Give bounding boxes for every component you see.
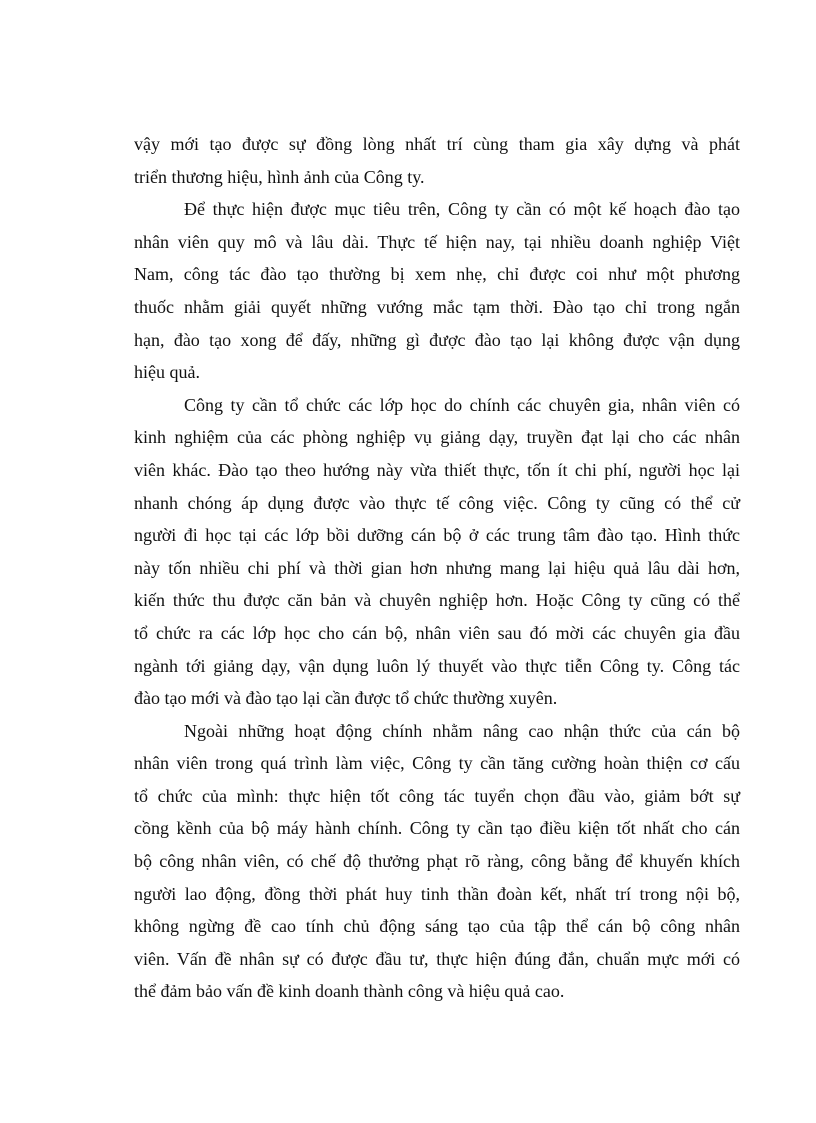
text-line: Nam, công tác đào tạo thường bị xem nhẹ, chỉ được coi như một phương: [134, 264, 740, 285]
text-line: Ngoài những hoạt động chính nhằm nâng cao nhận thức của cán bộ: [184, 720, 740, 741]
text-line: kinh nghiệm của các phòng nghiệp vụ giảng dạy, truyền đạt lại cho các nhân: [134, 427, 740, 448]
text-line: đào tạo mới và đào tạo lại cần được tổ chức thường xuyên.: [134, 688, 558, 709]
text-line: này tốn nhiều chi phí và thời gian hơn nhưng mang lại hiệu quả lâu dài hơn,: [134, 557, 740, 578]
document-body: [134, 128, 740, 1008]
text-line: nhân viên trong quá trình làm việc, Công ty cần tăng cường hoàn thiện cơ cấu: [134, 753, 740, 774]
paragraph: [134, 715, 740, 1008]
text-line: bộ công nhân viên, có chế độ thưởng phạt rõ ràng, công bằng để khuyến khích: [134, 851, 740, 872]
text-line: người lao động, đồng thời phát huy tinh thần đoàn kết, nhất trí trong nội bộ,: [134, 883, 740, 904]
text-line: vậy mới tạo được sự đồng lòng nhất trí cùng tham gia xây dựng và phát: [134, 134, 740, 154]
paragraph: [134, 193, 740, 389]
text-line: nhân viên quy mô và lâu dài. Thực tế hiện nay, tại nhiều doanh nghiệp Việt: [134, 231, 740, 252]
text-line: tổ chức của mình: thực hiện tốt công tác tuyển chọn đầu vào, giảm bớt sự: [134, 785, 740, 806]
text-line: thuốc nhằm giải quyết những vướng mắc tạm thời. Đào tạo chỉ trong ngắn: [134, 296, 740, 317]
text-line: viên. Vấn đề nhân sự có được đầu tư, thực hiện đúng đắn, chuẩn mực mới có: [134, 948, 740, 969]
text-line: triển thương hiệu, hình ảnh của Công ty.: [134, 166, 425, 187]
text-line: viên khác. Đào tạo theo hướng này vừa thiết thực, tốn ít chi phí, người học lại: [134, 459, 740, 480]
text-line: kiến thức thu được căn bản và chuyên nghiệp hơn. Hoặc Công ty cũng có thể: [134, 590, 740, 611]
paragraph: [134, 128, 740, 193]
text-line: không ngừng đề cao tính chủ động sáng tạo của tập thể cán bộ công nhân: [134, 916, 740, 937]
text-line: hạn, đào tạo xong để đấy, những gì được đào tạo lại không được vận dụng: [134, 329, 740, 350]
paragraph: [134, 389, 740, 715]
text-line: cồng kềnh của bộ máy hành chính. Công ty cần tạo điều kiện tốt nhất cho cán: [134, 818, 740, 839]
text-line: người đi học tại các lớp bồi dưỡng cán bộ ở các trung tâm đào tạo. Hình thức: [134, 525, 740, 546]
text-line: nhanh chóng áp dụng được vào thực tế công việc. Công ty cũng có thể cử: [134, 492, 740, 513]
text-line: tổ chức ra các lớp học cho cán bộ, nhân viên sau đó mời các chuyên gia đầu: [134, 622, 740, 643]
text-line: Công ty cần tổ chức các lớp học do chính các chuyên gia, nhân viên có: [184, 394, 740, 415]
text-line: hiệu quả.: [134, 362, 200, 383]
text-line: thể đảm bảo vấn đề kinh doanh thành công và hiệu quả cao.: [134, 981, 565, 1002]
text-line: Để thực hiện được mục tiêu trên, Công ty cần có một kế hoạch đào tạo: [184, 199, 740, 220]
text-line: ngành tới giảng dạy, vận dụng luôn lý thuyết vào thực tiễn Công ty. Công tác: [134, 655, 740, 676]
